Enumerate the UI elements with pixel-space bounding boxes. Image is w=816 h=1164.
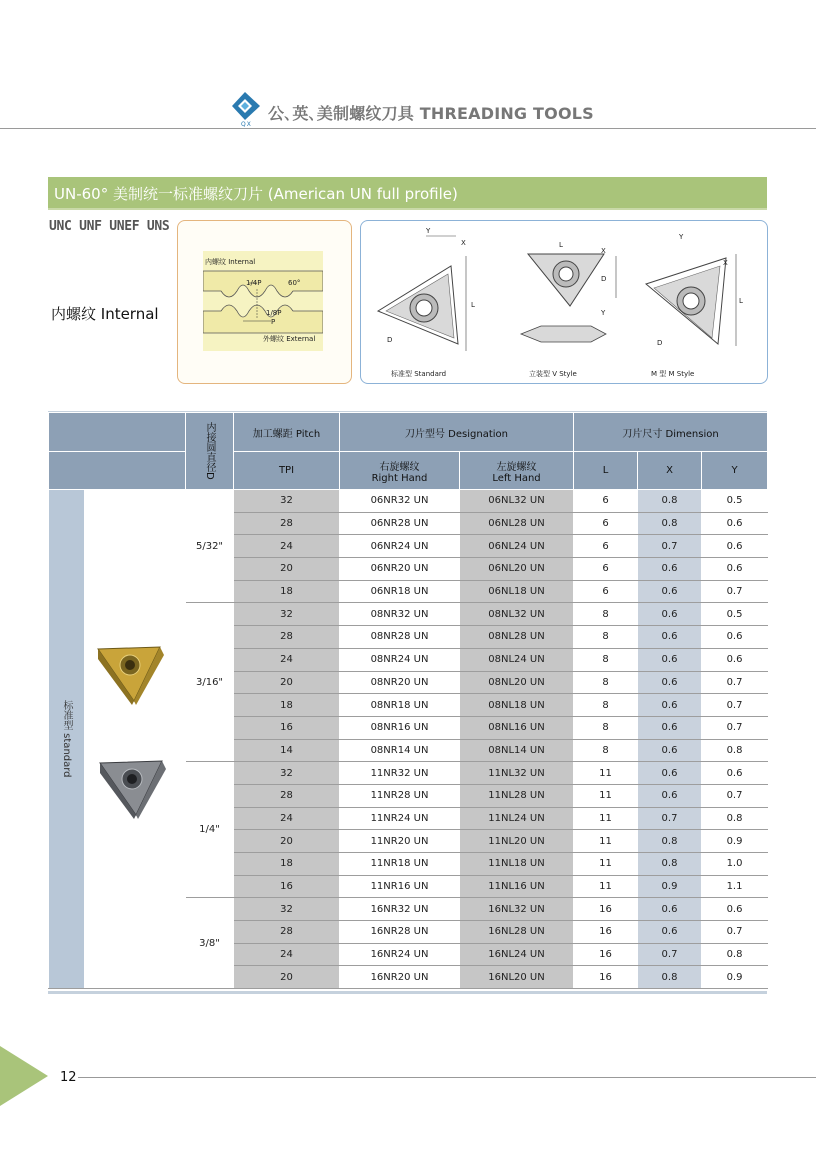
tpi-cell: 16 (234, 716, 340, 739)
left-hand-cell: 11NL28 UN (460, 784, 574, 807)
l-cell: 11 (574, 853, 638, 876)
l-cell: 8 (574, 739, 638, 762)
y-cell: 0.7 (702, 694, 768, 717)
std-l-label: L (471, 301, 475, 309)
l-cell: 8 (574, 694, 638, 717)
v-l-label: L (559, 241, 563, 249)
m-style-caption: M 型 M Style (651, 370, 695, 378)
y-cell: 0.9 (702, 830, 768, 853)
left-hand-cell: 08NL28 UN (460, 626, 574, 649)
standard-caption: 标准型 Standard (391, 370, 447, 378)
header-left-hand (460, 452, 574, 490)
y-cell: 0.5 (702, 603, 768, 626)
right-hand-cell: 16NR24 UN (340, 943, 460, 966)
right-hand-cell: 16NR28 UN (340, 921, 460, 944)
y-cell: 1.1 (702, 875, 768, 898)
x-cell: 0.6 (638, 648, 702, 671)
right-hand-cell: 11NR28 UN (340, 784, 460, 807)
x-cell: 0.6 (638, 694, 702, 717)
tpi-cell: 24 (234, 943, 340, 966)
y-cell: 0.6 (702, 512, 768, 535)
l-cell: 11 (574, 762, 638, 785)
left-hand-cell: 06NL28 UN (460, 512, 574, 535)
right-hand-cell: 06NR18 UN (340, 580, 460, 603)
right-hand-cell: 16NR20 UN (340, 966, 460, 989)
page-number: 12 (60, 1070, 77, 1085)
x-cell: 0.7 (638, 943, 702, 966)
m-x-label: X (723, 259, 728, 267)
internal-caption: 内螺纹 Internal (205, 258, 256, 266)
y-cell: 0.7 (702, 671, 768, 694)
angle-label: 60° (288, 279, 301, 287)
y-cell: 0.6 (702, 762, 768, 785)
table-row (49, 490, 768, 513)
left-hand-cell: 11NL32 UN (460, 762, 574, 785)
section-title: UN-60° 美制统一标准螺纹刀片 (American UN full profile) (54, 185, 458, 203)
tpi-cell: 16 (234, 875, 340, 898)
std-x-label: X (461, 239, 466, 247)
header-designation: 刀片型号 Designation (340, 413, 574, 452)
header-pitch: 加工螺距 Pitch (234, 413, 340, 452)
y-cell: 0.5 (702, 490, 768, 513)
tpi-cell: 24 (234, 535, 340, 558)
tpi-cell: 24 (234, 807, 340, 830)
right-hand-cell: 11NR20 UN (340, 830, 460, 853)
l-cell: 11 (574, 807, 638, 830)
y-cell: 1.0 (702, 853, 768, 876)
internal-thread-label: 内螺纹 Internal (51, 305, 159, 323)
left-hand-cell: 16NL24 UN (460, 943, 574, 966)
tpi-cell: 24 (234, 648, 340, 671)
right-hand-cell: 06NR24 UN (340, 535, 460, 558)
tpi-cell: 18 (234, 580, 340, 603)
right-hand-cell: 06NR32 UN (340, 490, 460, 513)
std-d-label: D (387, 336, 393, 344)
side-label-cell (49, 490, 85, 989)
left-hand-cell: 08NL20 UN (460, 671, 574, 694)
x-cell: 0.8 (638, 853, 702, 876)
m-d-label: D (657, 339, 663, 347)
insert-styles-diagram (360, 220, 768, 384)
right-hand-cell: 08NR24 UN (340, 648, 460, 671)
header-right-hand-en: Right Hand (371, 472, 428, 484)
tpi-cell: 28 (234, 784, 340, 807)
side-label: 标准型 standard (61, 700, 72, 778)
left-hand-cell: 11NL16 UN (460, 875, 574, 898)
left-hand-cell: 11NL20 UN (460, 830, 574, 853)
x-cell: 0.6 (638, 784, 702, 807)
tpi-cell: 28 (234, 512, 340, 535)
x-cell: 0.6 (638, 626, 702, 649)
tpi-cell: 20 (234, 830, 340, 853)
y-cell: 0.8 (702, 739, 768, 762)
y-cell: 0.7 (702, 716, 768, 739)
left-hand-cell: 06NL18 UN (460, 580, 574, 603)
right-hand-cell: 08NR20 UN (340, 671, 460, 694)
m-y-label: Y (679, 233, 684, 241)
logo-text: QX (241, 121, 252, 128)
gray-insert-image (96, 757, 168, 819)
tpi-cell: 18 (234, 694, 340, 717)
y-cell: 0.9 (702, 966, 768, 989)
l-cell: 11 (574, 784, 638, 807)
header-left-hand-en: Left Hand (492, 472, 541, 484)
header-blank-2 (49, 452, 186, 490)
l-cell: 8 (574, 648, 638, 671)
right-hand-cell: 11NR18 UN (340, 853, 460, 876)
eighth-pitch-label: 1/8P (266, 309, 282, 317)
v-d-label: D (601, 275, 607, 283)
table-bottom-border (48, 991, 767, 994)
l-cell: 6 (574, 580, 638, 603)
y-cell: 0.6 (702, 898, 768, 921)
l-cell: 8 (574, 603, 638, 626)
right-hand-cell: 06NR28 UN (340, 512, 460, 535)
quarter-pitch-label: 1/4P (246, 279, 262, 287)
left-hand-cell: 08NL14 UN (460, 739, 574, 762)
footer-triangle (0, 1046, 48, 1106)
tpi-cell: 32 (234, 898, 340, 921)
left-hand-cell: 11NL18 UN (460, 853, 574, 876)
x-cell: 0.7 (638, 807, 702, 830)
left-hand-cell: 16NL20 UN (460, 966, 574, 989)
l-cell: 6 (574, 558, 638, 581)
tpi-cell: 32 (234, 603, 340, 626)
l-cell: 6 (574, 512, 638, 535)
l-cell: 16 (574, 921, 638, 944)
diameter-cell: 5/32" (186, 490, 234, 603)
right-hand-cell: 16NR32 UN (340, 898, 460, 921)
header-dimension: 刀片尺寸 Dimension (574, 413, 768, 452)
x-cell: 0.8 (638, 830, 702, 853)
thread-profile-diagram (177, 220, 352, 384)
y-cell: 0.7 (702, 921, 768, 944)
x-cell: 0.7 (638, 535, 702, 558)
left-hand-cell: 08NL32 UN (460, 603, 574, 626)
v-y-label: Y (601, 309, 606, 317)
l-cell: 16 (574, 943, 638, 966)
external-caption: 外螺纹 External (263, 335, 316, 343)
x-cell: 0.9 (638, 875, 702, 898)
left-hand-cell: 11NL24 UN (460, 807, 574, 830)
header-divider (0, 128, 816, 129)
right-hand-cell: 08NR32 UN (340, 603, 460, 626)
diameter-cell: 3/16" (186, 603, 234, 762)
l-cell: 11 (574, 830, 638, 853)
tpi-cell: 28 (234, 626, 340, 649)
header-diameter-text: 内接圆直径D (204, 422, 215, 480)
y-cell: 0.7 (702, 784, 768, 807)
header-y: Y (702, 452, 768, 490)
header-title: 公､英､美制螺纹刀具 THREADING TOOLS (268, 104, 594, 123)
x-cell: 0.6 (638, 580, 702, 603)
tpi-cell: 32 (234, 762, 340, 785)
diameter-cell: 3/8" (186, 898, 234, 989)
l-cell: 6 (574, 535, 638, 558)
x-cell: 0.6 (638, 671, 702, 694)
l-cell: 8 (574, 716, 638, 739)
tpi-cell: 20 (234, 558, 340, 581)
header-left-hand-cn: 左旋螺纹 (496, 461, 537, 473)
right-hand-cell: 08NR14 UN (340, 739, 460, 762)
l-cell: 16 (574, 966, 638, 989)
left-hand-cell: 06NL24 UN (460, 535, 574, 558)
l-cell: 11 (574, 875, 638, 898)
x-cell: 0.8 (638, 966, 702, 989)
l-cell: 8 (574, 626, 638, 649)
left-hand-cell: 08NL18 UN (460, 694, 574, 717)
footer-divider (78, 1077, 816, 1078)
left-hand-cell: 06NL20 UN (460, 558, 574, 581)
tpi-cell: 20 (234, 671, 340, 694)
y-cell: 0.8 (702, 807, 768, 830)
x-cell: 0.8 (638, 512, 702, 535)
y-cell: 0.8 (702, 943, 768, 966)
x-cell: 0.6 (638, 603, 702, 626)
x-cell: 0.6 (638, 762, 702, 785)
tpi-cell: 18 (234, 853, 340, 876)
x-cell: 0.6 (638, 921, 702, 944)
diameter-cell: 1/4" (186, 762, 234, 898)
left-hand-cell: 08NL24 UN (460, 648, 574, 671)
tpi-cell: 28 (234, 921, 340, 944)
l-cell: 6 (574, 490, 638, 513)
image-cell (85, 490, 186, 989)
x-cell: 0.6 (638, 898, 702, 921)
y-cell: 0.6 (702, 648, 768, 671)
left-hand-cell: 08NL16 UN (460, 716, 574, 739)
right-hand-cell: 11NR16 UN (340, 875, 460, 898)
left-hand-cell: 16NL28 UN (460, 921, 574, 944)
m-l-label: L (739, 297, 743, 305)
right-hand-cell: 11NR32 UN (340, 762, 460, 785)
tpi-cell: 32 (234, 490, 340, 513)
right-hand-cell: 08NR18 UN (340, 694, 460, 717)
l-cell: 8 (574, 671, 638, 694)
header-x: X (638, 452, 702, 490)
header-diameter (186, 413, 234, 490)
y-cell: 0.6 (702, 626, 768, 649)
y-cell: 0.6 (702, 558, 768, 581)
right-hand-cell: 08NR28 UN (340, 626, 460, 649)
y-cell: 0.7 (702, 580, 768, 603)
header-blank (49, 413, 186, 452)
header-l: L (574, 452, 638, 490)
v-style-caption: 立装型 V Style (529, 370, 577, 378)
left-hand-cell: 16NL32 UN (460, 898, 574, 921)
right-hand-cell: 11NR24 UN (340, 807, 460, 830)
tpi-cell: 14 (234, 739, 340, 762)
x-cell: 0.8 (638, 490, 702, 513)
x-cell: 0.6 (638, 739, 702, 762)
tpi-cell: 20 (234, 966, 340, 989)
header-right-hand (340, 452, 460, 490)
pitch-label: P (271, 318, 276, 326)
header-tpi: TPI (234, 452, 340, 490)
y-cell: 0.6 (702, 535, 768, 558)
x-cell: 0.6 (638, 716, 702, 739)
right-hand-cell: 06NR20 UN (340, 558, 460, 581)
l-cell: 16 (574, 898, 638, 921)
gold-insert-image (94, 643, 166, 705)
right-hand-cell: 08NR16 UN (340, 716, 460, 739)
thread-types-label: UNC UNF UNEF UNS (49, 219, 170, 234)
x-cell: 0.6 (638, 558, 702, 581)
left-hand-cell: 06NL32 UN (460, 490, 574, 513)
v-x-label: X (601, 247, 606, 255)
header-right-hand-cn: 右旋螺纹 (379, 461, 420, 473)
std-y-label: Y (426, 227, 431, 235)
